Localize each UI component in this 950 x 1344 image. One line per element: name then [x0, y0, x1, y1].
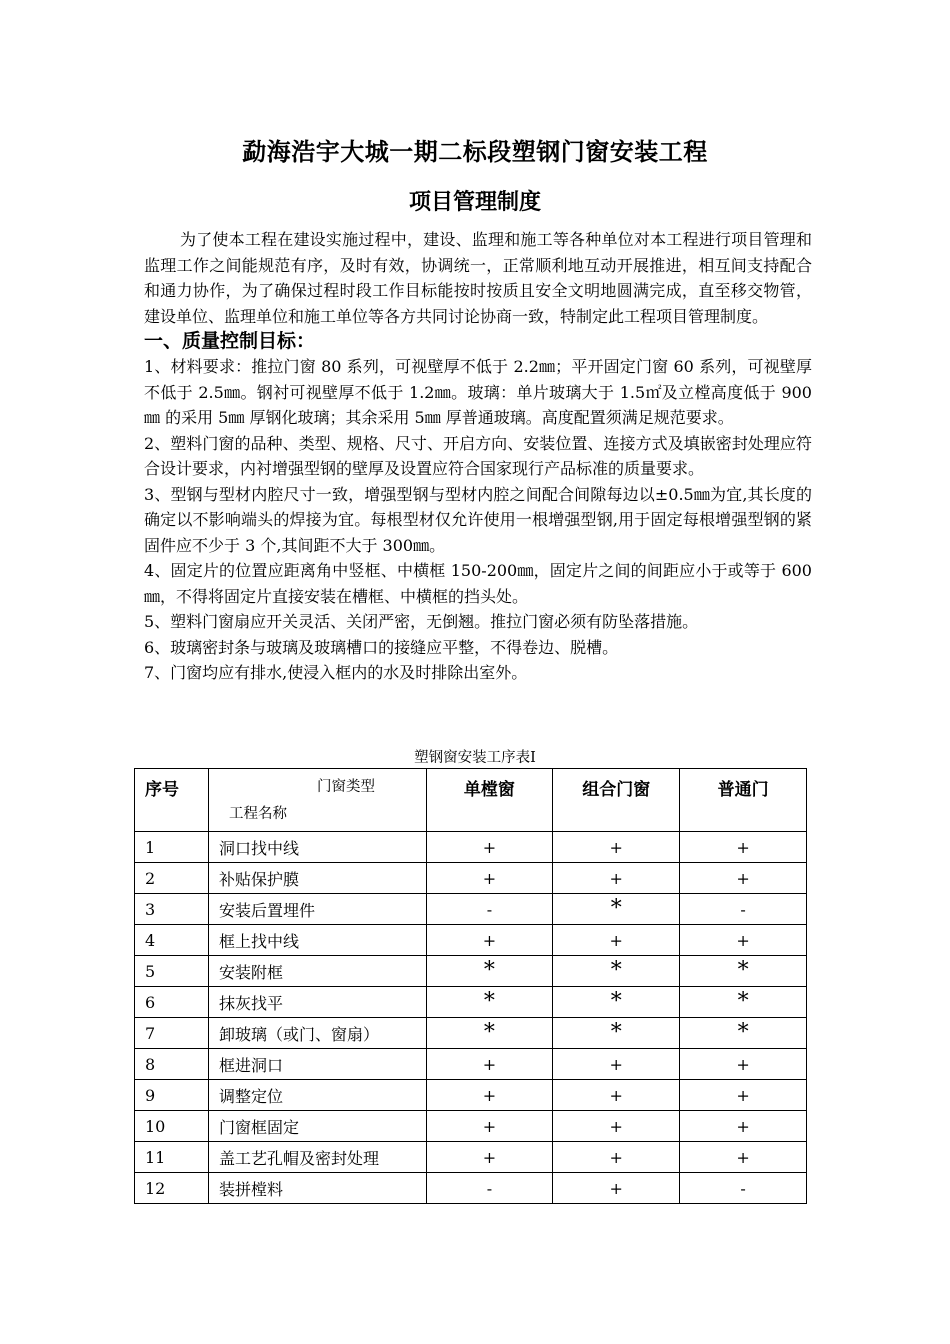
- row-number: 1: [135, 832, 209, 863]
- row-combined-door-window-mark: +: [553, 1111, 680, 1142]
- row-combined-door-window-mark: *: [553, 1018, 680, 1049]
- row-single-window-mark: +: [426, 1111, 553, 1142]
- table-row: [135, 1173, 807, 1204]
- table-row: [135, 925, 807, 956]
- row-ordinary-door-mark: +: [680, 832, 807, 863]
- header-combined-door-window: 组合门窗: [553, 769, 680, 832]
- row-combined-door-window-mark: *: [553, 987, 680, 1018]
- quality-item-5: 5、塑料门窗扇应开关灵活、关闭严密，无倒翘。推拉门窗必须有防坠落措施。: [144, 612, 699, 631]
- row-ordinary-door-mark: +: [680, 1049, 807, 1080]
- row-single-window-mark: +: [426, 1080, 553, 1111]
- header-door-window-type: 门窗类型: [316, 779, 375, 795]
- row-combined-door-window-mark: +: [553, 1173, 680, 1204]
- row-single-window-mark: *: [426, 987, 553, 1018]
- row-number: 2: [135, 863, 209, 894]
- row-combined-door-window-mark: +: [553, 1080, 680, 1111]
- row-ordinary-door-mark: +: [680, 1080, 807, 1111]
- row-combined-door-window-mark: +: [553, 1049, 680, 1080]
- row-ordinary-door-mark: -: [680, 894, 807, 925]
- row-work-name: 抹灰找平: [208, 987, 426, 1018]
- row-work-name: 安装后置埋件: [208, 894, 426, 925]
- header-diagonal-cell: [208, 769, 426, 832]
- row-work-name: 盖工艺孔帽及密封处理: [208, 1142, 426, 1173]
- table-row: [135, 863, 807, 894]
- row-work-name: 门窗框固定: [208, 1111, 426, 1142]
- table-row: [135, 987, 807, 1018]
- row-single-window-mark: -: [426, 894, 553, 925]
- quality-item-6: 6、玻璃密封条与玻璃及玻璃槽口的接缝应平整，不得卷边、脱槽。: [144, 637, 619, 657]
- table-header-row: [135, 769, 807, 832]
- row-number: 3: [135, 894, 209, 925]
- quality-item-3: 3、型钢与型材内腔尺寸一致，增强型钢与型材内腔之间配合间隙每边以±0.5㎜为宜,其长度的确定以不影响端头的焊接为宜。每根型材仅允许使用一根增强型钢,用于固定每根增强型钢的紧固件应不少于 3 个,其间距不大于 300㎜。: [144, 484, 812, 555]
- row-ordinary-door-mark: *: [680, 956, 807, 987]
- row-combined-door-window-mark: *: [553, 956, 680, 987]
- row-work-name: 框进洞口: [208, 1049, 426, 1080]
- row-ordinary-door-mark: *: [680, 987, 807, 1018]
- row-work-name: 调整定位: [208, 1080, 426, 1111]
- row-ordinary-door-mark: +: [680, 1142, 807, 1173]
- row-ordinary-door-mark: +: [680, 1111, 807, 1142]
- row-ordinary-door-mark: +: [680, 863, 807, 894]
- header-single-window: 单樘窗: [426, 769, 553, 832]
- row-work-name: 洞口找中线: [208, 832, 426, 863]
- row-ordinary-door-mark: *: [680, 1018, 807, 1049]
- table-row: [135, 1080, 807, 1111]
- quality-item-4: 4、固定片的位置应距离角中竖框、中横框 150-200㎜，固定片之间的间距应小于或等于 600㎜，不得将固定片直接安装在槽框、中横框的挡头处。: [144, 561, 812, 606]
- row-combined-door-window-mark: +: [553, 925, 680, 956]
- row-single-window-mark: *: [426, 1018, 553, 1049]
- row-number: 6: [135, 987, 209, 1018]
- installation-process-table: [134, 768, 807, 1204]
- table-row: [135, 1049, 807, 1080]
- row-single-window-mark: +: [426, 1142, 553, 1173]
- row-combined-door-window-mark: +: [553, 1142, 680, 1173]
- row-number: 9: [135, 1080, 209, 1111]
- row-work-name: 安装附框: [208, 956, 426, 987]
- row-single-window-mark: *: [426, 956, 553, 987]
- row-work-name: 框上找中线: [208, 925, 426, 956]
- section-heading-quality: 一、质量控制目标：: [144, 330, 316, 352]
- row-number: 5: [135, 956, 209, 987]
- row-combined-door-window-mark: *: [553, 894, 680, 925]
- table-row: [135, 1018, 807, 1049]
- document-subtitle: 项目管理制度: [408, 189, 541, 215]
- table-caption: 塑钢窗安装工序表Ⅰ: [414, 750, 536, 766]
- quality-item-2: 2、塑料门窗的品种、类型、规格、尺寸、开启方向、安装位置、连接方式及填嵌密封处理应符合设计要求，内衬增强型钢的壁厚及设置应符合国家现行产品标准的质量要求。: [144, 433, 812, 478]
- document-body: [144, 227, 812, 686]
- table-row: [135, 1111, 807, 1142]
- row-single-window-mark: +: [426, 1049, 553, 1080]
- header-no: 序号: [135, 769, 209, 832]
- header-ordinary-door: 普通门: [680, 769, 807, 832]
- row-combined-door-window-mark: +: [553, 863, 680, 894]
- document-title: 勐海浩宇大城一期二标段塑钢门窗安装工程: [242, 137, 708, 166]
- row-work-name: 补贴保护膜: [208, 863, 426, 894]
- row-single-window-mark: -: [426, 1173, 553, 1204]
- intro-paragraph: 为了使本工程在建设实施过程中，建设、监理和施工等各种单位对本工程进行项目管理和监理工作之间能规范有序，及时有效，协调统一，正常顺利地互动开展推进，相互间支持配合和通力协作，为了确保过程时段工作目标能按时按质且安全文明地圆满完成，直至移交物管，建设单位、监理单位和施工单位等各方共同讨论协商一致，特制定此工程项目管理制度。: [144, 230, 812, 326]
- row-number: 8: [135, 1049, 209, 1080]
- table-row: [135, 956, 807, 987]
- row-number: 11: [135, 1142, 209, 1173]
- table-row: [135, 894, 807, 925]
- quality-item-7: 7、门窗均应有排水,使浸入框内的水及时排除出室外。: [144, 663, 528, 682]
- row-work-name: 卸玻璃（或门、窗扇）: [208, 1018, 426, 1049]
- row-work-name: 装拼樘料: [208, 1173, 426, 1204]
- row-ordinary-door-mark: -: [680, 1173, 807, 1204]
- row-ordinary-door-mark: +: [680, 925, 807, 956]
- quality-item-1: 1、材料要求：推拉门窗 80 系列，可视壁厚不低于 2.2㎜；平开固定门窗 60 系列，可视壁厚不低于 2.5㎜。钢衬可视壁厚不低于 1.2㎜。玻璃：单片玻璃大于 1.5㎡及立樘高度低于 900㎜ 的采用 5㎜ 厚钢化玻璃；其余采用 5㎜ 厚普通玻璃。高度配置须满足规范要求。: [144, 357, 812, 427]
- row-single-window-mark: +: [426, 863, 553, 894]
- table-row: [135, 832, 807, 863]
- row-combined-door-window-mark: +: [553, 832, 680, 863]
- table-row: [135, 1142, 807, 1173]
- row-number: 7: [135, 1018, 209, 1049]
- row-number: 4: [135, 925, 209, 956]
- table-body: [135, 832, 807, 1204]
- row-single-window-mark: +: [426, 925, 553, 956]
- header-work-name: 工程名称: [228, 806, 287, 822]
- row-single-window-mark: +: [426, 832, 553, 863]
- row-number: 12: [135, 1173, 209, 1204]
- row-number: 10: [135, 1111, 209, 1142]
